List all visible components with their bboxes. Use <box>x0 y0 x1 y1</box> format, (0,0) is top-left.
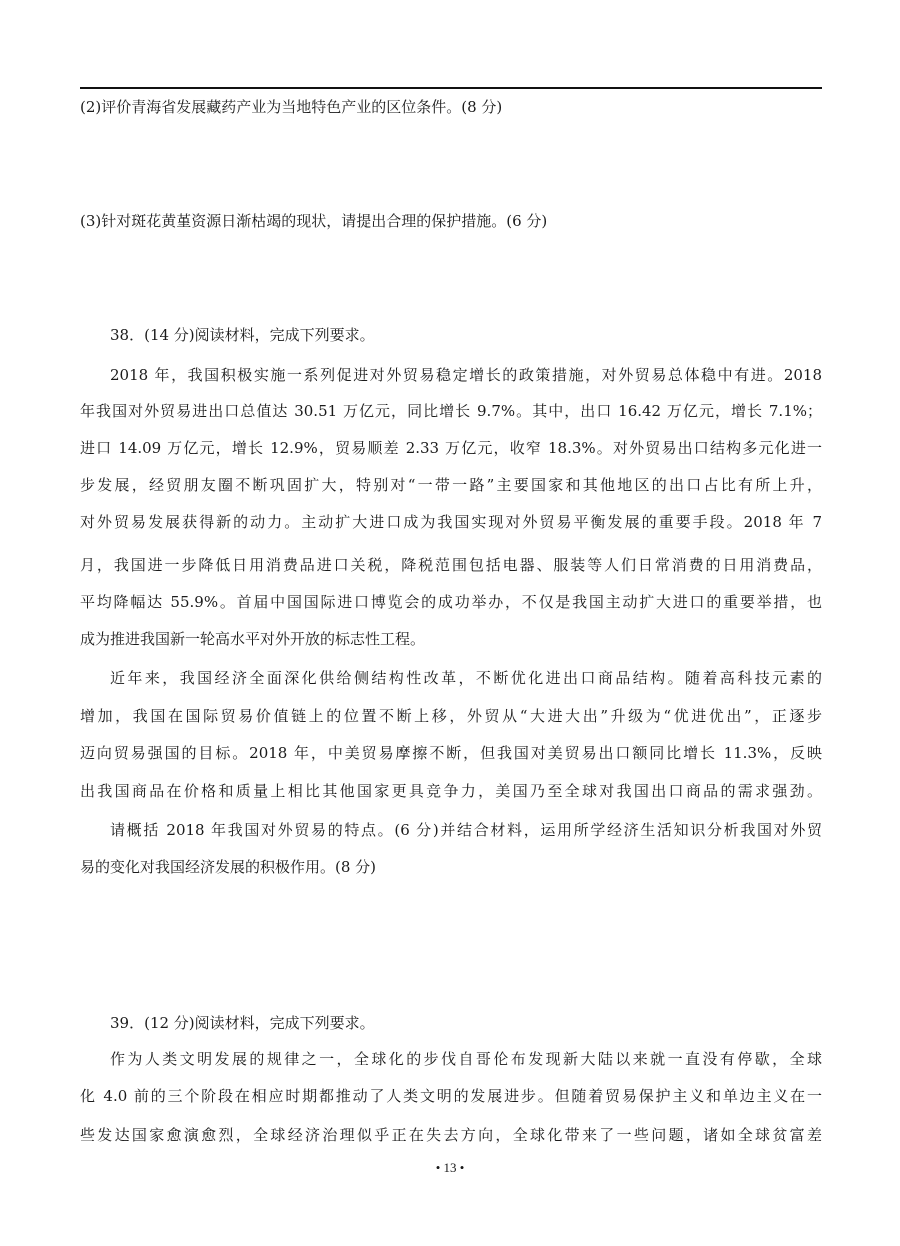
q38-question-line: 易的变化对我国经济发展的积极作用。(8 分) <box>80 858 377 876</box>
q37-part3: (3)针对斑花黄堇资源日渐枯竭的现状，请提出合理的保护措施。(6 分) <box>80 212 548 230</box>
page-number: • 13 • <box>435 1160 465 1175</box>
q38-question-line: 请概括 2018 年我国对外贸易的特点。(6 分)并结合材料，运用所学经济生活知识分析我国对外贸 <box>110 821 822 839</box>
q38-para1-line: 对外贸易发展获得新的动力。主动扩大进口成为我国实现对外贸易平衡发展的重要手段。2018 年 7 <box>80 513 822 531</box>
q38-para1-line: 平均降幅达 55.9%。首届中国国际进口博览会的成功举办，不仅是我国主动扩大进口的重要举措，也 <box>80 593 822 611</box>
q39-para1-line: 作为人类文明发展的规律之一，全球化的步伐自哥伦布发现新大陆以来就一直没有停歇，全球 <box>110 1050 822 1068</box>
q39-header: 39．(12 分)阅读材料，完成下列要求。 <box>110 1014 375 1032</box>
q38-para1-line: 月，我国进一步降低日用消费品进口关税，降税范围包括电器、服装等人们日常消费的日用消费品， <box>80 556 822 574</box>
q38-para1-line: 成为推进我国新一轮高水平对外开放的标志性工程。 <box>80 630 426 648</box>
q38-header: 38．(14 分)阅读材料，完成下列要求。 <box>110 326 375 344</box>
q38-para1-line: 2018 年，我国积极实施一系列促进对外贸易稳定增长的政策措施，对外贸易总体稳中有进。2018 <box>110 366 822 384</box>
q38-para2-line: 近年来，我国经济全面深化供给侧结构性改革，不断优化进出口商品结构。随着高科技元素的 <box>110 669 822 687</box>
q38-para2-line: 出我国商品在价格和质量上相比其他国家更具竞争力，美国乃至全球对我国出口商品的需求强劲。 <box>80 782 822 800</box>
q38-para1-line: 步发展，经贸朋友圈不断巩固扩大，特别对“一带一路”主要国家和其他地区的出口占比有所上升， <box>80 476 822 494</box>
q37-part2: (2)评价青海省发展藏药产业为当地特色产业的区位条件。(8 分) <box>80 98 503 116</box>
q38-para1-line: 年我国对外贸易进出口总值达 30.51 万亿元，同比增长 9.7%。其中，出口 16.42 万亿元，增长 7.1%； <box>80 402 822 420</box>
q39-para1-line: 些发达国家愈演愈烈，全球经济治理似乎正在失去方向，全球化带来了一些问题，诸如全球贫富差 <box>80 1126 822 1144</box>
q38-para1-line: 进口 14.09 万亿元，增长 12.9%，贸易顺差 2.33 万亿元，收窄 18.3%。对外贸易出口结构多元化进一 <box>80 439 822 457</box>
q38-para2-line: 迈向贸易强国的目标。2018 年，中美贸易摩擦不断，但我国对美贸易出口额同比增长 11.3%，反映 <box>80 744 822 762</box>
q38-para2-line: 增加，我国在国际贸易价值链上的位置不断上移，外贸从“大进大出”升级为“优进优出”，正逐步 <box>80 707 822 725</box>
q39-para1-line: 化 4.0 前的三个阶段在相应时期都推动了人类文明的发展进步。但随着贸易保护主义和单边主义在一 <box>80 1087 822 1105</box>
header-rule <box>80 87 822 89</box>
